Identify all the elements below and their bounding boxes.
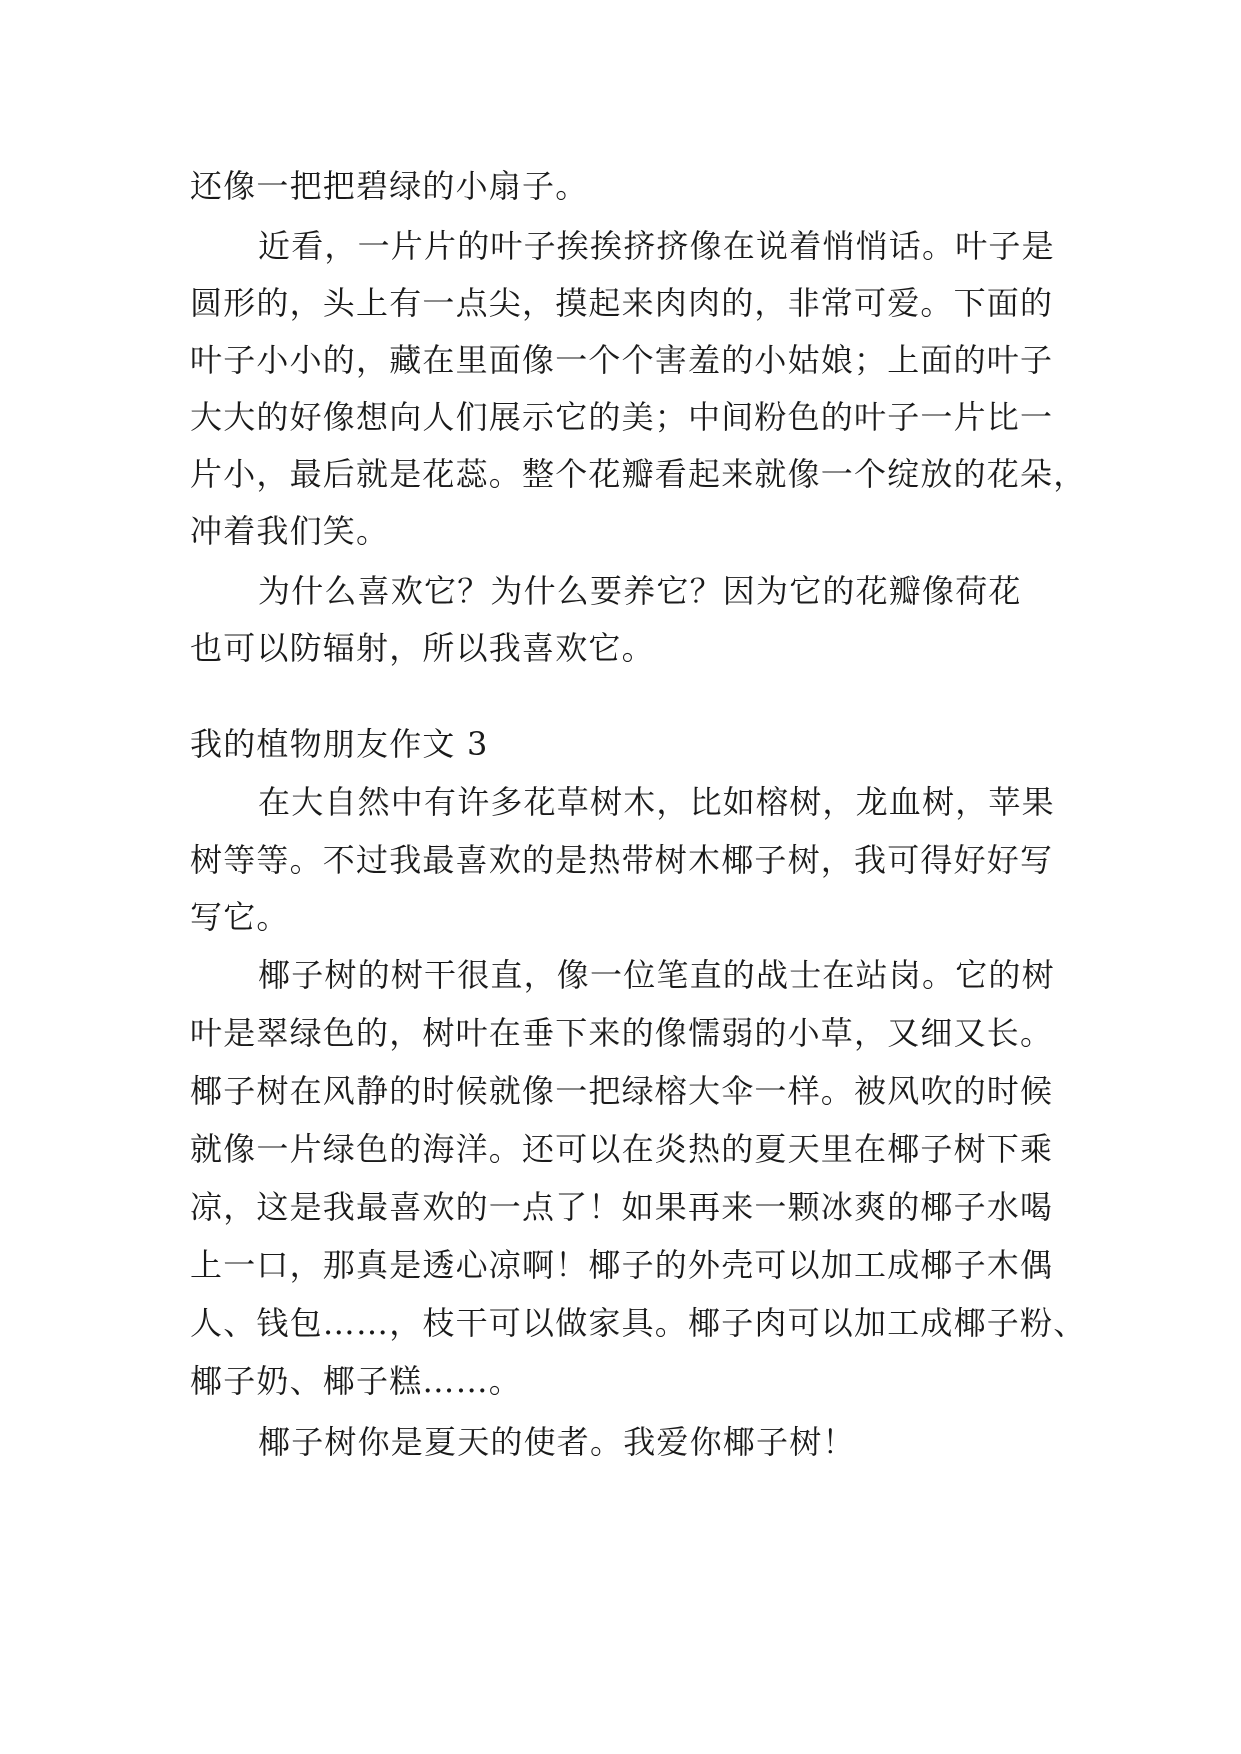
paragraph-first-line: 近看，一片片的叶子挨挨挤挤像在说着悄悄话。叶子是	[258, 227, 1055, 265]
text-line: 人、钱包……，枝干可以做家具。椰子肉可以加工成椰子粉、	[190, 1304, 1087, 1342]
text-line: 叶子小小的，藏在里面像一个个害羞的小姑娘；上面的叶子	[190, 341, 1054, 379]
text-line: 凉，这是我最喜欢的一点了！如果再来一颗冰爽的椰子水喝	[190, 1188, 1054, 1226]
text-line: 圆形的，头上有一点尖，摸起来肉肉的，非常可爱。下面的	[190, 284, 1054, 322]
text-line: 片小，最后就是花蕊。整个花瓣看起来就像一个绽放的花朵，	[190, 455, 1087, 493]
text-line: 也可以防辐射，所以我喜欢它。	[190, 629, 655, 667]
text-line: 叶是翠绿色的，树叶在垂下来的像懦弱的小草，又细又长。	[190, 1014, 1054, 1052]
paragraph-first-line: 为什么喜欢它？为什么要养它？因为它的花瓣像荷花	[258, 572, 1022, 610]
paragraph-first-line: 在大自然中有许多花草树木，比如榕树，龙血树，苹果	[258, 783, 1055, 821]
text-line: 冲着我们笑。	[190, 512, 390, 550]
text-line: 大大的好像想向人们展示它的美；中间粉色的叶子一片比一	[190, 398, 1054, 436]
section-heading: 我的植物朋友作文 3	[190, 725, 489, 763]
text-line: 写它。	[190, 898, 290, 936]
paragraph-first-line: 椰子树你是夏天的使者。我爱你椰子树！	[258, 1423, 856, 1461]
text-line: 还像一把把碧绿的小扇子。	[190, 167, 589, 205]
text-line: 椰子树在风静的时候就像一把绿榕大伞一样。被风吹的时候	[190, 1072, 1054, 1110]
paragraph-first-line: 椰子树的树干很直，像一位笔直的战士在站岗。它的树	[258, 956, 1055, 994]
text-line: 树等等。不过我最喜欢的是热带树木椰子树，我可得好好写	[190, 841, 1054, 879]
text-line: 椰子奶、椰子糕……。	[190, 1362, 523, 1400]
text-line: 就像一片绿色的海洋。还可以在炎热的夏天里在椰子树下乘	[190, 1130, 1054, 1168]
text-line: 上一口，那真是透心凉啊！椰子的外壳可以加工成椰子木偶	[190, 1246, 1054, 1284]
